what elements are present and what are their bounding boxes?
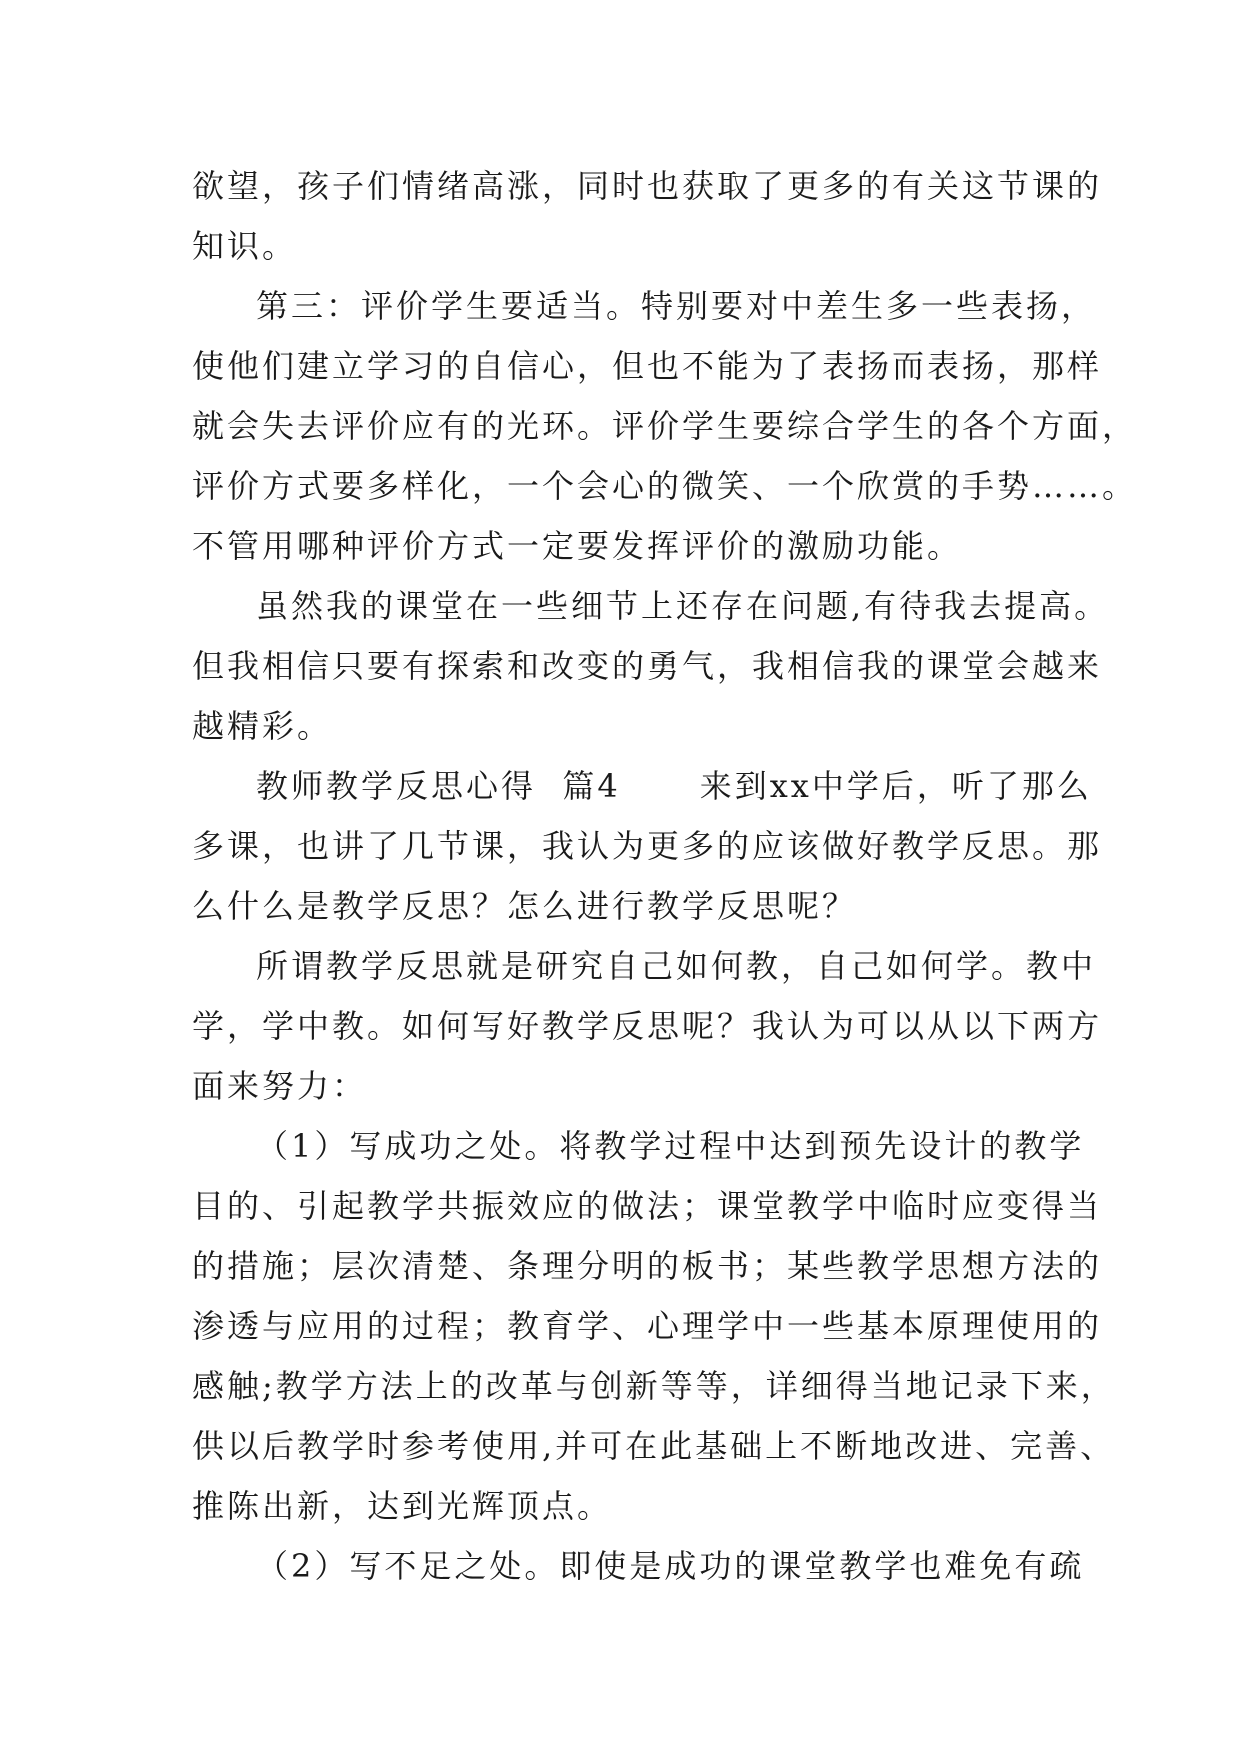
text-line: 第三：评价学生要适当。特别要对中差生多一些表扬， <box>256 287 1097 325</box>
section-heading-line: 教师教学反思心得 篇4 来到xx中学后，听了那么 <box>256 767 1092 805</box>
text-line: 欲望，孩子们情绪高涨，同时也获取了更多的有关这节课的 <box>192 167 1103 205</box>
text-line: 使他们建立学习的自信心，但也不能为了表扬而表扬，那样 <box>192 347 1103 385</box>
text-line: 的措施；层次清楚、条理分明的板书；某些教学思想方法的 <box>192 1247 1103 1285</box>
paragraph-6 <box>192 1116 1116 1536</box>
text-line: 学，学中教。如何写好教学反思呢？我认为可以从以下两方 <box>192 1007 1103 1045</box>
paragraph-5 <box>192 936 1103 1116</box>
text-line: 就会失去评价应有的光环。评价学生要综合学生的各个方面， <box>192 407 1138 445</box>
text-line: 知识。 <box>192 227 298 265</box>
text-line: 面来努力： <box>192 1067 368 1105</box>
paragraph-2 <box>192 276 1138 576</box>
text-line: 不管用哪种评价方式一定要发挥评价的激励功能。 <box>192 527 963 565</box>
paragraph-1 <box>192 156 1103 276</box>
text-line: 目的、引起教学共振效应的做法；课堂教学中临时应变得当 <box>192 1187 1103 1225</box>
paragraph-7 <box>192 1536 1085 1596</box>
text-line: （2）写不足之处。即使是成功的课堂教学也难免有疏 <box>256 1547 1085 1585</box>
text-line: 所谓教学反思就是研究自己如何教，自己如何学。教中 <box>256 947 1097 985</box>
text-line: 推陈出新，达到光辉顶点。 <box>192 1487 613 1525</box>
text-line: 评价方式要多样化，一个会心的微笑、一个欣赏的手势……。 <box>192 467 1138 505</box>
text-line: （1）写成功之处。将教学过程中达到预先设计的教学 <box>256 1127 1085 1165</box>
text-line: 感触;教学方法上的改革与创新等等，详细得当地记录下来， <box>192 1367 1116 1405</box>
text-line: 多课，也讲了几节课，我认为更多的应该做好教学反思。那 <box>192 827 1103 865</box>
text-line: 供以后教学时参考使用,并可在此基础上不断地改进、完善、 <box>192 1427 1116 1465</box>
text-line: 虽然我的课堂在一些细节上还存在问题,有待我去提高。 <box>256 587 1110 625</box>
text-line: 渗透与应用的过程；教育学、心理学中一些基本原理使用的 <box>192 1307 1103 1345</box>
text-line: 但我相信只要有探索和改变的勇气，我相信我的课堂会越来 <box>192 647 1103 685</box>
paragraph-3 <box>192 576 1110 756</box>
paragraph-4-heading <box>192 756 1103 936</box>
text-line: 么什么是教学反思？怎么进行教学反思呢？ <box>192 887 858 925</box>
document-body <box>192 156 1138 1596</box>
text-line: 越精彩。 <box>192 707 333 745</box>
